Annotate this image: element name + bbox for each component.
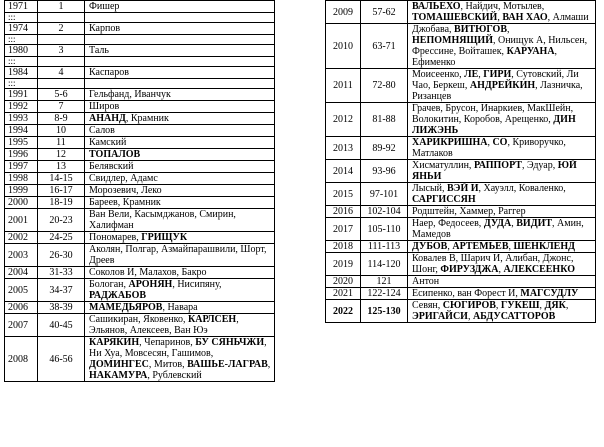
- rounds-cell: 46-56: [38, 337, 85, 382]
- table-row: [326, 103, 596, 137]
- rounds-cell: 3: [38, 45, 85, 57]
- players-cell: [408, 24, 596, 69]
- rounds-cell: 7: [38, 101, 85, 113]
- player-name-bold: АНАНД: [89, 113, 126, 124]
- player-name-bold: ТОМАШЕВСКИЙ: [412, 12, 498, 23]
- rounds-cell: 111-113: [361, 241, 408, 253]
- player-name: ,: [539, 300, 545, 311]
- left-table-body: [5, 1, 275, 382]
- rounds-cell: 122-124: [361, 288, 408, 300]
- rounds-cell: 89-92: [361, 137, 408, 160]
- player-name: , Митов,: [148, 359, 188, 370]
- year-cell: 2021: [326, 288, 361, 300]
- year-cell: 2003: [5, 244, 38, 267]
- gap-row: [5, 13, 275, 23]
- players-cell: [408, 218, 596, 241]
- table-row: [5, 267, 275, 279]
- player-name: Каспаров: [89, 67, 129, 78]
- rounds-cell: 38-39: [38, 302, 85, 314]
- rounds-cell: 121: [361, 276, 408, 288]
- player-name-bold: ВАН ХАО: [502, 12, 548, 23]
- player-name: Джобава,: [412, 24, 455, 35]
- player-name: ,: [498, 264, 504, 275]
- rounds-cell: 102-104: [361, 206, 408, 218]
- player-name: ,: [267, 359, 271, 370]
- table-row: [5, 23, 275, 35]
- player-name: ,: [467, 311, 473, 322]
- player-name: Наер, Федосеев,: [412, 218, 484, 229]
- player-name-bold: НЕПОМНЯЩИЙ: [412, 35, 493, 46]
- player-name: ,: [565, 300, 569, 311]
- players-cell: [85, 244, 275, 267]
- table-row: [5, 173, 275, 185]
- year-cell: 2005: [5, 279, 38, 302]
- players-cell: [408, 288, 596, 300]
- players-cell: [408, 69, 596, 103]
- table-row: [326, 69, 596, 103]
- rounds-cell: 97-101: [361, 183, 408, 206]
- player-name-bold: АЛЕКСЕЕНКО: [503, 264, 575, 275]
- rounds-cell: 13: [38, 161, 85, 173]
- gap-cell: :::: [5, 79, 38, 89]
- player-name: ,: [487, 137, 493, 148]
- table-row: [326, 300, 596, 323]
- player-name: , Алмаши: [547, 12, 589, 23]
- player-name: , Лазничка, Ризанцев: [412, 80, 583, 102]
- player-name-bold: ДОМИНГЕС: [89, 359, 149, 370]
- year-cell: 1984: [5, 67, 38, 79]
- player-name: , Эльянов, Алексеев, Ван Юэ: [89, 314, 239, 336]
- table-row: [326, 241, 596, 253]
- player-name-bold: АБДУСАТТОРОВ: [472, 311, 556, 322]
- gap-row: [5, 35, 275, 45]
- player-name-bold: КАРЛСЕН: [187, 314, 237, 325]
- player-name: Ван Вели, Касымджанов, Смирин, Халифман: [89, 209, 236, 231]
- player-name-bold: ЮЙ ЯНЬИ: [412, 160, 577, 182]
- players-cell: [408, 253, 596, 276]
- player-name: Грачев, Брусон, Инаркиев, МакШейн, Волокитин, Коробов, Арещенко,: [412, 103, 574, 125]
- rounds-cell: 40-45: [38, 314, 85, 337]
- rounds-cell: 72-80: [361, 69, 408, 103]
- players-cell: [408, 241, 596, 253]
- players-cell: [408, 137, 596, 160]
- rounds-cell: 1: [38, 1, 85, 13]
- player-name: Карпов: [89, 23, 121, 34]
- year-cell: 2009: [326, 1, 361, 24]
- year-cell: 1991: [5, 89, 38, 101]
- players-cell: [85, 45, 275, 57]
- empty-cell: [38, 13, 85, 23]
- player-name: , Нисипяну,: [172, 279, 222, 290]
- player-name-bold: ГИРИ: [483, 69, 512, 80]
- table-row: [326, 137, 596, 160]
- year-cell: 2017: [326, 218, 361, 241]
- right-table-body: [326, 1, 596, 323]
- player-name: Белявский: [89, 161, 134, 172]
- rounds-cell: 81-88: [361, 103, 408, 137]
- player-name-bold: ВИДИТ: [516, 218, 553, 229]
- player-name-bold: СО: [492, 137, 508, 148]
- year-cell: 2011: [326, 69, 361, 103]
- player-name-bold: НАКАМУРА: [89, 370, 148, 381]
- year-cell: 2008: [5, 337, 38, 382]
- player-name: , Крамник: [125, 113, 169, 124]
- rounds-cell: 2: [38, 23, 85, 35]
- player-name: Соколов И, Малахов, Бакро: [89, 267, 207, 278]
- year-cell: 1998: [5, 173, 38, 185]
- player-name-bold: ДЯК: [544, 300, 566, 311]
- player-name-bold: ШЕНКЛЕНД: [513, 241, 575, 252]
- table-row: [5, 89, 275, 101]
- rounds-cell: 12: [38, 149, 85, 161]
- player-name-bold: АРОНЯН: [128, 279, 173, 290]
- player-name: ,: [511, 218, 517, 229]
- right-table: [325, 0, 596, 323]
- table-row: [326, 206, 596, 218]
- table-row: [5, 125, 275, 137]
- rounds-cell: 24-25: [38, 232, 85, 244]
- player-name: Пономарев,: [89, 232, 142, 243]
- year-cell: 2013: [326, 137, 361, 160]
- empty-cell: [85, 35, 275, 45]
- player-name: Есипенко, ван Форест И,: [412, 288, 521, 299]
- rounds-cell: 10: [38, 125, 85, 137]
- rounds-cell: 11: [38, 137, 85, 149]
- players-cell: [85, 23, 275, 35]
- year-cell: 2007: [5, 314, 38, 337]
- gap-row: [5, 57, 275, 67]
- players-cell: [85, 302, 275, 314]
- player-name: Аколян, Полгар, Азмайпарашвили, Шорт, Дреев: [89, 244, 267, 266]
- table-row: [5, 244, 275, 267]
- rounds-cell: 14-15: [38, 173, 85, 185]
- player-name-bold: АНДРЕЙКИН: [469, 80, 536, 91]
- table-row: [326, 160, 596, 183]
- player-name-bold: РАППОРТ: [473, 160, 522, 171]
- rounds-cell: 20-23: [38, 209, 85, 232]
- player-name-bold: ЭРИГАЙСИ: [412, 311, 468, 322]
- player-name: , Амин, Мамедов: [412, 218, 584, 240]
- gap-row: [5, 79, 275, 89]
- player-name-bold: ДУБОВ: [412, 241, 448, 252]
- players-cell: [85, 209, 275, 232]
- players-cell: [85, 173, 275, 185]
- rounds-cell: 34-37: [38, 279, 85, 302]
- rounds-cell: 8-9: [38, 113, 85, 125]
- player-name-bold: ВАШЬЕ-ЛАГРАВ: [187, 359, 268, 370]
- year-cell: 1999: [5, 185, 38, 197]
- player-name: , Чепаринов,: [139, 337, 196, 348]
- players-cell: [408, 103, 596, 137]
- table-row: [326, 1, 596, 24]
- player-name-bold: ВЭЙ И: [447, 183, 479, 194]
- player-name: Широв: [89, 101, 120, 112]
- table-row: [326, 253, 596, 276]
- year-cell: 2022: [326, 300, 361, 323]
- player-name: Фишер: [89, 1, 120, 12]
- table-row: [5, 185, 275, 197]
- rounds-cell: 93-96: [361, 160, 408, 183]
- player-name: Хисматуллин,: [412, 160, 474, 171]
- player-name-bold: ТОПАЛОВ: [89, 149, 141, 160]
- year-cell: 2006: [5, 302, 38, 314]
- player-name: Лысый,: [412, 183, 448, 194]
- player-name-bold: ФИРУЗДЖА: [440, 264, 499, 275]
- rounds-cell: 105-110: [361, 218, 408, 241]
- player-name-bold: ГРИЩУК: [141, 232, 188, 243]
- empty-cell: [38, 79, 85, 89]
- players-cell: [85, 337, 275, 382]
- table-row: [326, 183, 596, 206]
- year-cell: 2018: [326, 241, 361, 253]
- table-row: [5, 45, 275, 57]
- player-name-bold: МАГСУДЛУ: [520, 288, 579, 299]
- empty-cell: [38, 57, 85, 67]
- players-cell: [85, 267, 275, 279]
- empty-cell: [85, 13, 275, 23]
- players-cell: [85, 314, 275, 337]
- table-row: [5, 1, 275, 13]
- player-name-bold: ДИН ЛИЖЭНЬ: [412, 114, 576, 136]
- empty-cell: [85, 79, 275, 89]
- player-name-bold: ХАРИКРИШНА: [412, 137, 488, 148]
- year-cell: 2014: [326, 160, 361, 183]
- gap-cell: :::: [5, 57, 38, 67]
- rounds-cell: 5-6: [38, 89, 85, 101]
- player-name: , Рублевский: [147, 370, 202, 381]
- rounds-cell: 16-17: [38, 185, 85, 197]
- table-row: [5, 302, 275, 314]
- player-name-bold: ГУКЕШ: [500, 300, 540, 311]
- player-name: , Эдуар,: [521, 160, 558, 171]
- year-cell: 2000: [5, 197, 38, 209]
- players-cell: [408, 183, 596, 206]
- table-row: [5, 232, 275, 244]
- players-cell: [85, 125, 275, 137]
- table-row: [326, 24, 596, 69]
- year-cell: 1974: [5, 23, 38, 35]
- year-cell: 2010: [326, 24, 361, 69]
- table-row: [5, 101, 275, 113]
- player-name: Родштейн, Хаммер, Раггер: [412, 206, 526, 217]
- player-name-bold: ЛЕ: [464, 69, 479, 80]
- year-cell: 1996: [5, 149, 38, 161]
- rounds-cell: 18-19: [38, 197, 85, 209]
- rounds-cell: 26-30: [38, 244, 85, 267]
- player-name: Гельфанд, Иванчук: [89, 89, 171, 100]
- year-cell: 1971: [5, 1, 38, 13]
- player-name-bold: КАРУАНА: [506, 46, 555, 57]
- player-name: , Криворучко, Матлаков: [412, 137, 566, 159]
- player-name: , Ефименко: [412, 46, 558, 68]
- year-cell: 1995: [5, 137, 38, 149]
- players-cell: [85, 67, 275, 79]
- table-row: [5, 279, 275, 302]
- players-cell: [85, 232, 275, 244]
- year-cell: 2016: [326, 206, 361, 218]
- player-name: ,: [478, 69, 484, 80]
- player-name: , Сутовский, Ли Чао, Беркеш,: [412, 69, 579, 91]
- table-row: [5, 113, 275, 125]
- player-name-bold: КАРЯКИН: [89, 337, 140, 348]
- player-name-bold: БУ СЯНЬЧЖИ: [195, 337, 265, 348]
- player-name-bold: ВИТЮГОВ: [454, 24, 507, 35]
- players-cell: [85, 197, 275, 209]
- year-cell: 1997: [5, 161, 38, 173]
- year-cell: 2015: [326, 183, 361, 206]
- player-name-bold: ДУДА: [483, 218, 512, 229]
- player-name-bold: МАМЕДЬЯРОВ: [89, 302, 163, 313]
- empty-cell: [85, 57, 275, 67]
- gap-cell: :::: [5, 13, 38, 23]
- rounds-cell: 125-130: [361, 300, 408, 323]
- table-row: [326, 276, 596, 288]
- player-name-bold: ВАЛЬЕХО: [412, 1, 461, 12]
- players-cell: [85, 137, 275, 149]
- year-cell: 2020: [326, 276, 361, 288]
- players-cell: [85, 101, 275, 113]
- player-name: , Ни Хуа, Мовсесян, Гашимов,: [89, 337, 267, 359]
- players-cell: [408, 300, 596, 323]
- player-name-bold: РАДЖАБОВ: [89, 290, 147, 301]
- player-name: Моисеенко,: [412, 69, 465, 80]
- left-table: [4, 0, 275, 382]
- table-row: [326, 218, 596, 241]
- player-name: Сашикиран, Яковенко,: [89, 314, 188, 325]
- rounds-cell: 114-120: [361, 253, 408, 276]
- gap-cell: :::: [5, 35, 38, 45]
- year-cell: 2012: [326, 103, 361, 137]
- players-cell: [85, 149, 275, 161]
- players-cell: [85, 113, 275, 125]
- year-cell: 2002: [5, 232, 38, 244]
- table-row: [5, 149, 275, 161]
- player-name: ,: [447, 241, 453, 252]
- player-name: Бареев, Крамник: [89, 197, 161, 208]
- year-cell: 1980: [5, 45, 38, 57]
- year-cell: 1992: [5, 101, 38, 113]
- player-name: , Хауэлл, Коваленко,: [478, 183, 566, 194]
- table-row: [326, 288, 596, 300]
- year-cell: 2001: [5, 209, 38, 232]
- player-name: Севян,: [412, 300, 443, 311]
- table-row: [5, 197, 275, 209]
- players-cell: [408, 206, 596, 218]
- player-name: Свидлер, Адамс: [89, 173, 158, 184]
- player-name: Таль: [89, 45, 109, 56]
- player-name-bold: САРГИССЯН: [412, 194, 476, 205]
- rounds-cell: 57-62: [361, 1, 408, 24]
- player-name-bold: СЮГИРОВ: [442, 300, 496, 311]
- year-cell: 2004: [5, 267, 38, 279]
- player-name: ,: [495, 300, 501, 311]
- player-name: , Навара: [162, 302, 198, 313]
- table-row: [5, 209, 275, 232]
- players-cell: [85, 1, 275, 13]
- rounds-cell: 63-71: [361, 24, 408, 69]
- players-cell: [85, 279, 275, 302]
- player-name: Салов: [89, 125, 115, 136]
- table-row: [5, 337, 275, 382]
- year-cell: 1993: [5, 113, 38, 125]
- player-name: ,: [507, 24, 510, 35]
- year-cell: 2019: [326, 253, 361, 276]
- player-name: Ковалев В, Шарич И, Алибан, Джонс, Шонг,: [412, 253, 574, 275]
- players-cell: [408, 1, 596, 24]
- player-name: Бологан,: [89, 279, 129, 290]
- players-cell: [85, 185, 275, 197]
- player-name: , Онищук А, Нильсен, Фрессине, Войташек,: [412, 35, 588, 57]
- player-name: , Найдич, Мотылев,: [460, 1, 545, 12]
- player-name: ,: [497, 12, 503, 23]
- player-name: Антон: [412, 276, 440, 287]
- table-row: [5, 137, 275, 149]
- players-cell: [85, 161, 275, 173]
- rounds-cell: 31-33: [38, 267, 85, 279]
- player-name-bold: АРТЕМЬЕВ: [452, 241, 509, 252]
- empty-cell: [38, 35, 85, 45]
- players-cell: [408, 160, 596, 183]
- year-cell: 1994: [5, 125, 38, 137]
- rounds-cell: 4: [38, 67, 85, 79]
- table-row: [5, 161, 275, 173]
- player-name: ,: [508, 241, 514, 252]
- table-row: [5, 314, 275, 337]
- player-name: Камский: [89, 137, 127, 148]
- players-cell: [85, 89, 275, 101]
- players-cell: [408, 276, 596, 288]
- table-row: [5, 67, 275, 79]
- player-name: Морозевич, Леко: [89, 185, 162, 196]
